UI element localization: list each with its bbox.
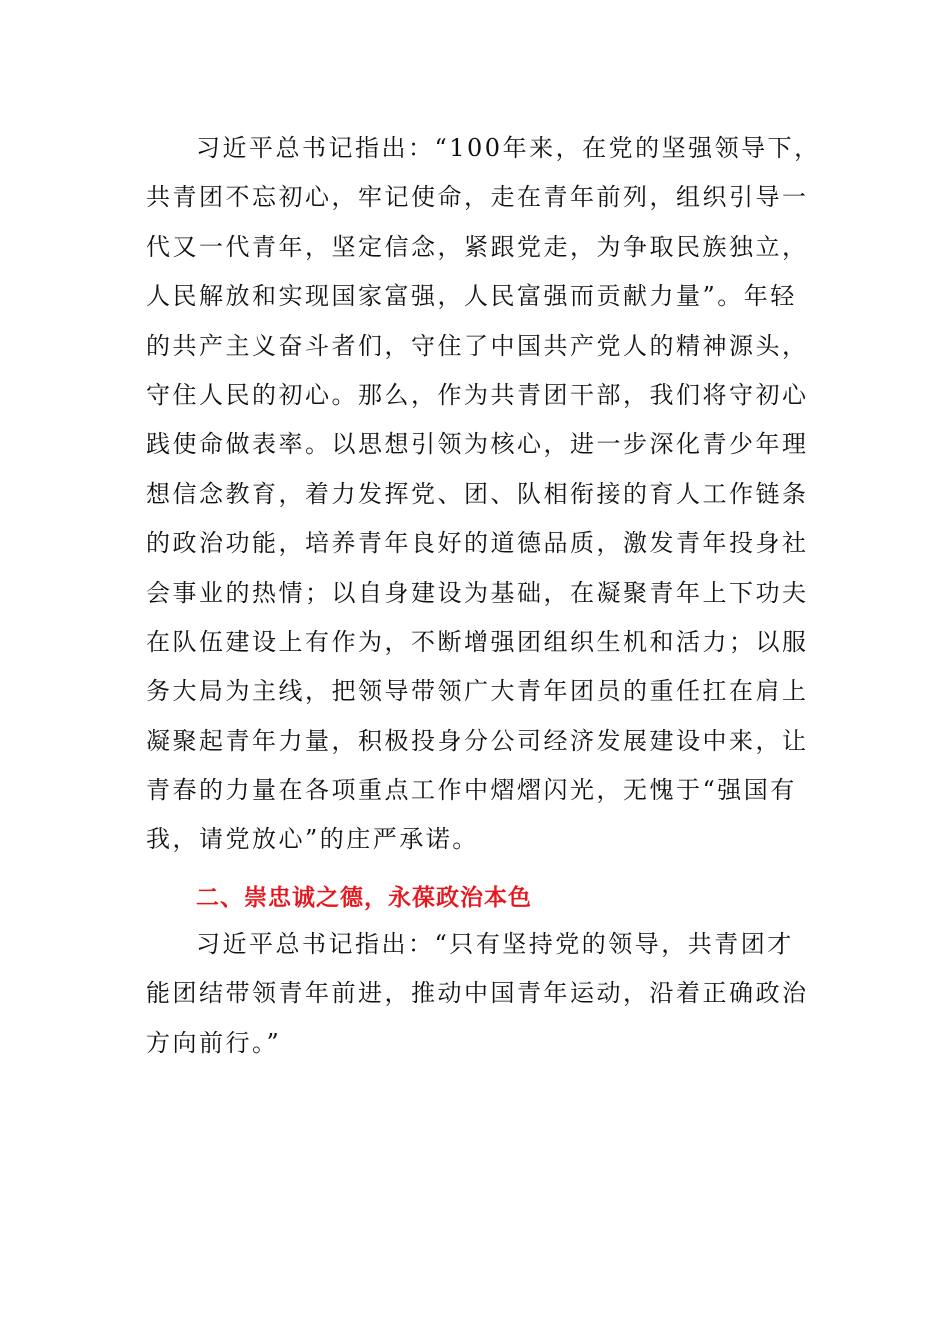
paragraph-line: 的共产主义奋斗者们，守住了中国共产党人的精神源头，: [146, 331, 809, 360]
paragraph-line: 想信念教育，着力发挥党、团、队相衔接的育人工作链条: [146, 479, 809, 508]
paragraph-line: 会事业的热情；以自身建设为基础，在凝聚青年上下功夫: [146, 578, 809, 607]
paragraph-line: 能团结带领青年前进，推动中国青年运动，沿着正确政治: [146, 979, 809, 1008]
paragraph-line: 的政治功能，培养青年良好的道德品质，激发青年投身社: [146, 529, 809, 558]
paragraph-line: 人民解放和实现国家富强，人民富强而贡献力量”。年轻: [146, 282, 797, 311]
paragraph-line: 践使命做表率。以思想引领为核心，进一步深化青少年理: [146, 430, 809, 459]
paragraph-line: 习近平总书记指出：“只有坚持党的领导，共青团才: [196, 930, 794, 958]
body-paragraph-2: [146, 920, 809, 1068]
paragraph-line: 方向前行。”: [146, 1028, 282, 1057]
paragraph-line: 守住人民的初心。那么，作为共青团干部，我们将守初心: [146, 380, 809, 409]
paragraph-line: 我，请党放心”的庄严承诺。: [146, 825, 479, 854]
paragraph-line: 青春的力量在各项重点工作中熠熠闪光，无愧于“强国有: [146, 776, 797, 805]
paragraph-line: 共青团不忘初心，牢记使命，走在青年前列，组织引导一: [146, 183, 809, 212]
paragraph-line: 在队伍建设上有作为，不断增强团组织生机和活力；以服: [146, 627, 809, 656]
paragraph-line: 习近平总书记指出：“100年来，在党的坚强领导下，: [196, 134, 821, 162]
section-heading: 二、崇忠诚之德，永葆政治本色: [196, 885, 532, 911]
paragraph-line: 代又一代青年，坚定信念，紧跟党走，为争取民族独立，: [146, 232, 809, 261]
paragraph-line: 务大局为主线，把领导带领广大青年团员的重任扛在肩上: [146, 677, 809, 706]
paragraph-line: 凝聚起青年力量，积极投身分公司经济发展建设中来，让: [146, 726, 809, 755]
body-paragraph-1: [146, 124, 821, 865]
